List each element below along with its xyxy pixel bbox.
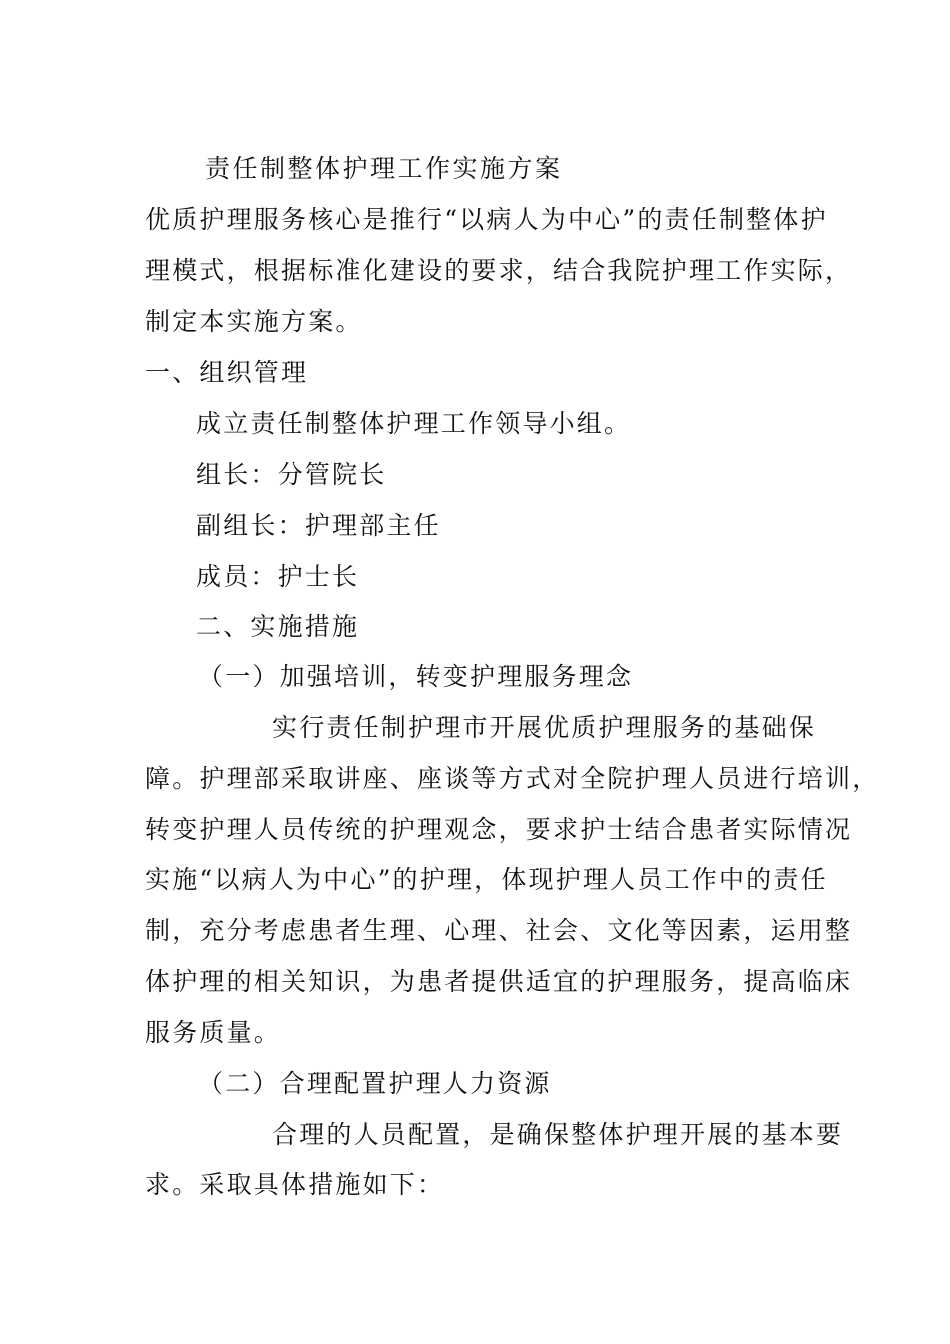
- sub2-line-2: 求。采取具体措施如下：: [145, 1170, 445, 1199]
- sub1-line-4: 实施“以病人为中心”的护理，体现护理人员工作中的责任: [145, 865, 828, 894]
- sub1-line-6: 体护理的相关知识，为患者提供适宜的护理服务，提高临床: [145, 967, 853, 996]
- intro-line-1: 优质护理服务核心是推行“以病人为中心”的责任制整体护: [145, 205, 828, 234]
- section-heading-1: 一、组织管理: [145, 358, 309, 387]
- document-title: 责任制整体护理工作实施方案: [205, 154, 563, 183]
- sub1-line-7: 服务质量。: [145, 1018, 282, 1047]
- sub2-line-1: 合理的人员配置，是确保整体护理开展的基本要: [272, 1120, 844, 1149]
- subsection-heading-2: （二）合理配置护理人力资源: [198, 1069, 552, 1098]
- sub1-line-5: 制，充分考虑患者生理、心理、社会、文化等因素，运用整: [145, 916, 853, 945]
- intro-line-2: 理模式，根据标准化建设的要求，结合我院护理工作实际，: [145, 256, 853, 285]
- sub1-line-3: 转变护理人员传统的护理观念，要求护士结合患者实际情况: [145, 815, 853, 844]
- section1-line-2: 组长：分管院长: [196, 460, 387, 489]
- sub1-line-2: 障。护理部采取讲座、座谈等方式对全院护理人员进行培训，: [145, 764, 880, 793]
- sub1-line-1: 实行责任制护理市开展优质护理服务的基础保: [272, 713, 817, 742]
- section1-line-1: 成立责任制整体护理工作领导小组。: [196, 409, 632, 438]
- subsection-heading-1: （一）加强培训，转变护理服务理念: [198, 662, 634, 691]
- section1-line-3: 副组长：护理部主任: [196, 511, 441, 540]
- section1-line-4: 成员：护士长: [196, 562, 360, 591]
- intro-line-3: 制定本实施方案。: [145, 307, 363, 336]
- section-heading-2: 二、实施措施: [196, 612, 360, 641]
